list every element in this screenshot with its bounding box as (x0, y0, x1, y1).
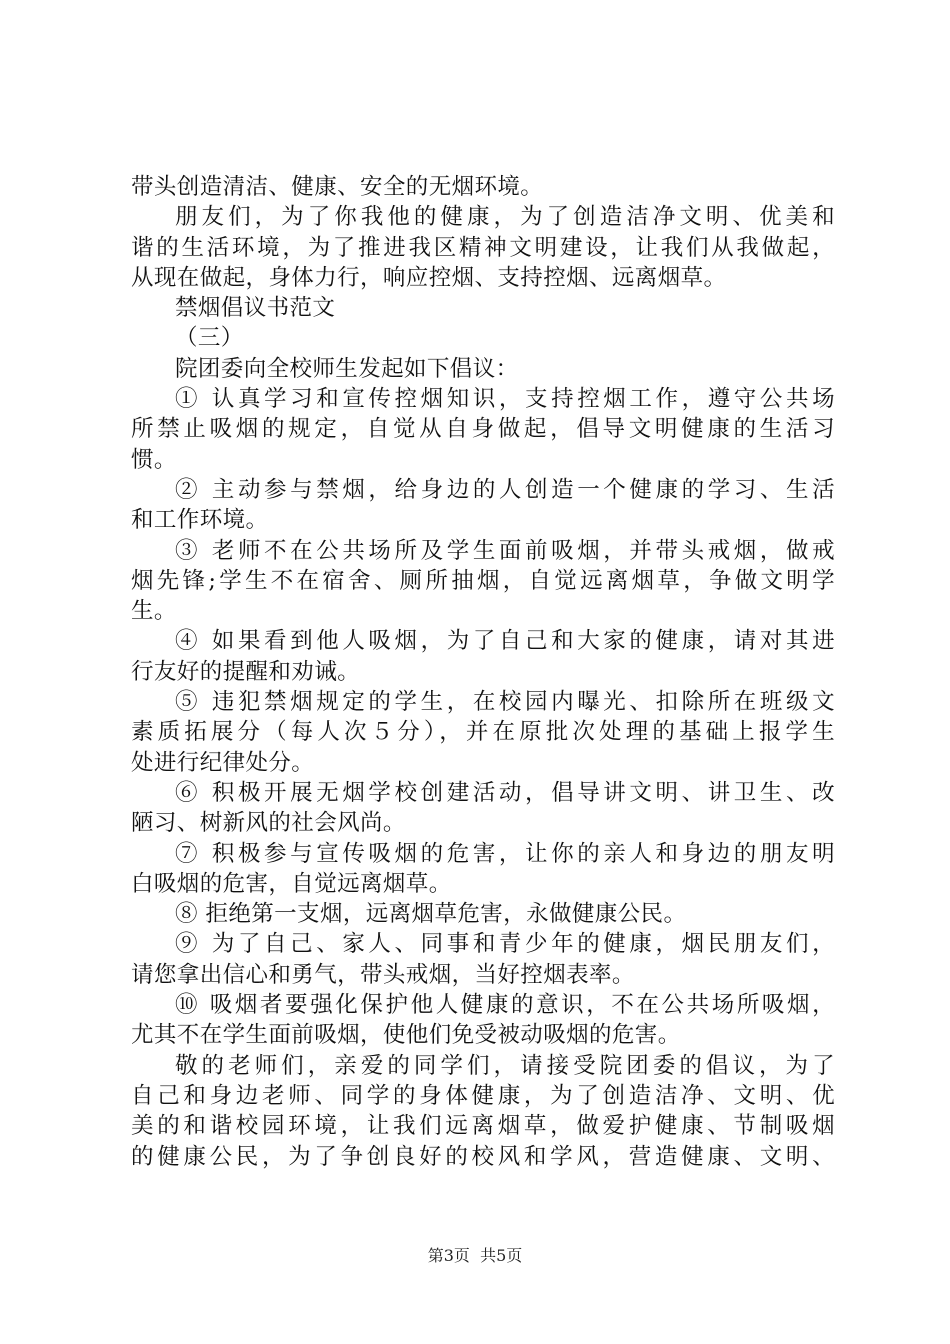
text-line: ⑤ 违犯禁烟规定的学生，在校园内曝光、扣除所在班级文 (175, 689, 835, 716)
text-line: 所禁止吸烟的规定，自觉从自身做起，倡导文明健康的生活习 (131, 416, 835, 443)
text-line: ⑥ 积极开展无烟学校创建活动，倡导讲文明、讲卫生、改 (175, 779, 835, 806)
text-line: 自己和身边老师、同学的身体健康，为了创造洁净、文明、优 (131, 1082, 835, 1109)
text-line: 尤其不在学生面前吸烟，使他们免受被动吸烟的危害。 (131, 1022, 681, 1049)
text-line: 惯。 (131, 446, 177, 473)
section-number: （三） (175, 325, 244, 352)
text-line: 白吸烟的危害，自觉远离烟草。 (131, 870, 452, 897)
page-total: 共5页 (480, 1246, 523, 1265)
text-line: ⑦ 积极参与宣传吸烟的危害，让你的亲人和身边的朋友明 (175, 840, 835, 867)
page-number: 第3页 (427, 1246, 470, 1265)
text-line: ⑨ 为了自己、家人、同事和青少年的健康，烟民朋友们， (175, 931, 835, 958)
text-line: 美的和谐校园环境，让我们远离烟草，做爱护健康、节制吸烟 (131, 1113, 835, 1140)
text-line: 素质拓展分（每人次５分），并在原批次处理的基础上报学生 (131, 719, 835, 746)
text-line: 生。 (131, 598, 177, 625)
text-line: ⑩ 吸烟者要强化保护他人健康的意识，不在公共场所吸烟， (175, 992, 835, 1019)
text-line: 请您拿出信心和勇气，带头戒烟，当好控烟表率。 (131, 961, 635, 988)
text-line: 朋友们，为了你我他的健康，为了创造洁净文明、优美和 (175, 204, 835, 231)
text-line: ② 主动参与禁烟，给身边的人创造一个健康的学习、生活 (175, 476, 835, 503)
text-line: 带头创造清洁、健康、安全的无烟环境。 (131, 174, 544, 200)
text-line: 敬的老师们，亲爱的同学们，请接受院团委的倡议，为了 (175, 1052, 835, 1079)
text-line: ① 认真学习和宣传控烟知识，支持控烟工作，遵守公共场 (175, 386, 835, 413)
text-line: 陋习、树新风的社会风尚。 (131, 810, 406, 837)
text-line: ③ 老师不在公共场所及学生面前吸烟，并带头戒烟，做戒 (175, 537, 835, 564)
text-line: 的健康公民，为了争创良好的校风和学风，营造健康、文明、 (131, 1143, 835, 1170)
page-footer (0, 1244, 950, 1268)
text-line: 行友好的提醒和劝诫。 (131, 658, 361, 685)
text-line: 处进行纪律处分。 (131, 749, 315, 776)
text-line: ⑧ 拒绝第一支烟，远离烟草危害，永做健康公民。 (175, 901, 687, 928)
document-body (131, 172, 835, 1172)
text-line: 谐的生活环境，为了推进我区精神文明建设，让我们从我做起， (131, 234, 835, 261)
text-line: 院团委向全校师生发起如下倡议： (175, 355, 519, 382)
text-line: 和工作环境。 (131, 507, 269, 534)
text-line: 从现在做起，身体力行，响应控烟、支持控烟、远离烟草。 (131, 264, 727, 291)
text-line: 烟先锋;学生不在宿舍、厕所抽烟，自觉远离烟草，争做文明学 (131, 567, 835, 594)
section-title: 禁烟倡议书范文 (175, 295, 336, 322)
text-line: ④ 如果看到他人吸烟，为了自己和大家的健康，请对其进 (175, 628, 835, 655)
